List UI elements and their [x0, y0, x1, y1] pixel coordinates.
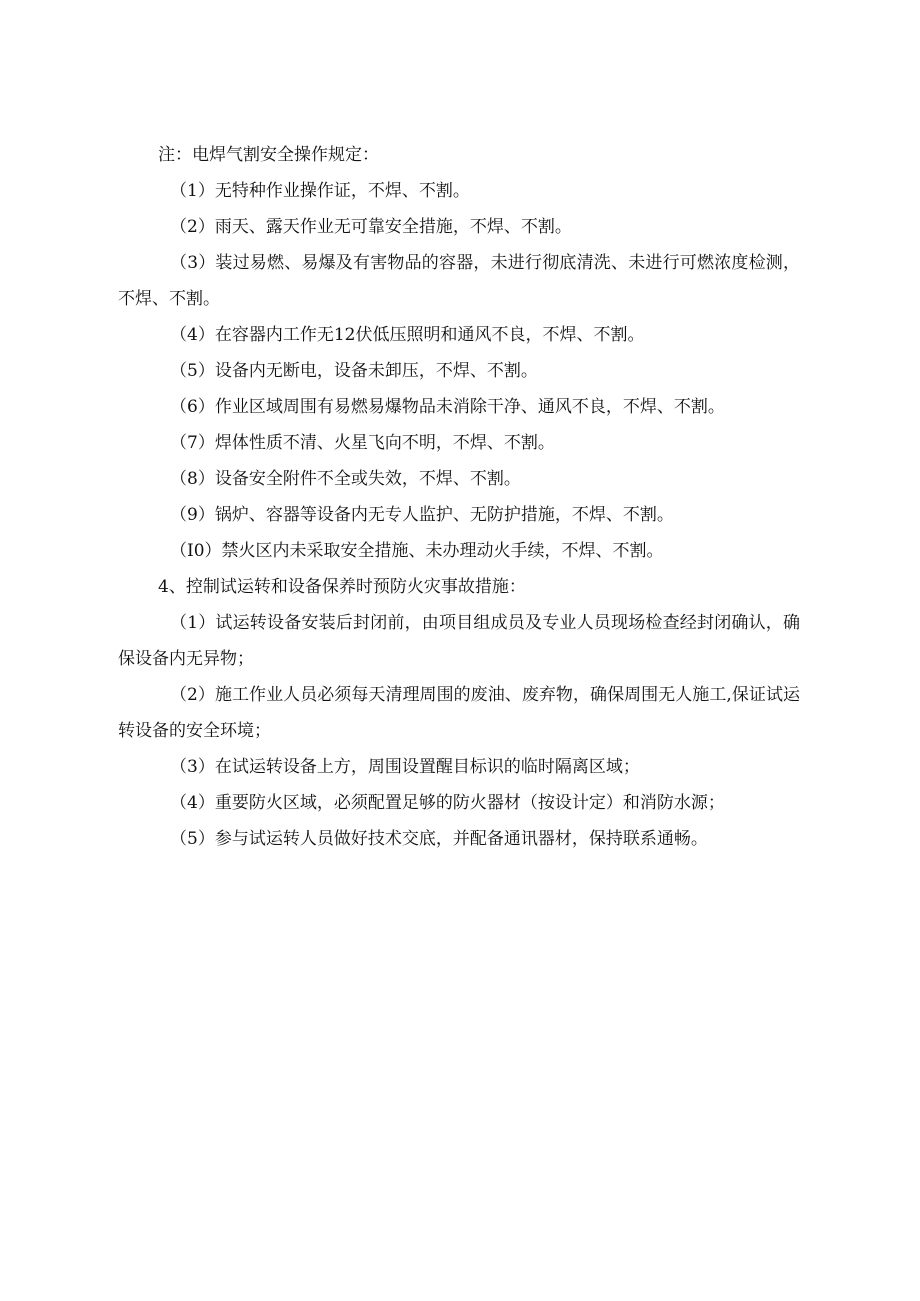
rule-7: （7）焊体性质不清、火星飞向不明，不焊、不割。: [170, 433, 555, 453]
measure-4: （4）重要防火区域，必须配置足够的防火器材（按设计定）和消防水源；: [170, 793, 725, 813]
measure-1: （1）试运转设备安装后封闭前，由项目组成员及专业人员现场检查经封闭确认，确保设备内无异物；: [118, 613, 800, 669]
rule-6: （6）作业区域周围有易燃易爆物品未消除干净、通风不良，不焊、不割。: [170, 397, 725, 417]
rule-8: （8）设备安全附件不全或失效，不焊、不割。: [170, 469, 521, 489]
measure-5: （5）参与试运转人员做好技术交底，并配备通讯器材，保持联系通畅。: [170, 829, 708, 849]
section-4-heading: 4、控制试运转和设备保养时预防火灾事故措施：: [158, 577, 526, 597]
measure-2: （2）施工作业人员必须每天清理周围的废油、废弃物，确保周围无人施工,保证试运转设备的安全环境；: [118, 685, 800, 741]
rule-4: （4）在容器内工作无12伏低压照明和通风不良，不焊、不割。: [170, 325, 645, 345]
rule-2: （2）雨天、露天作业无可靠安全措施，不焊、不割。: [170, 217, 572, 237]
rule-5: （5）设备内无断电，设备未卸压，不焊、不割。: [170, 361, 538, 381]
rule-3: （3）装过易燃、易爆及有害物品的容器，未进行彻底清洗、未进行可燃浓度检测，不焊、不割。: [118, 253, 800, 309]
rule-9: （9）锅炉、容器等设备内无专人监护、无防护措施，不焊、不割。: [170, 505, 674, 525]
rule-10: （I0）禁火区内未采取安全措施、未办理动火手续，不焊、不割。: [170, 541, 664, 561]
measure-3: （3）在试运转设备上方，周围设置醒目标识的临时隔离区域；: [170, 757, 640, 777]
note-heading: 注：电焊气割安全操作规定：: [158, 145, 379, 165]
document-body: [118, 137, 800, 857]
rule-1: （1）无特种作业操作证，不焊、不割。: [170, 181, 470, 201]
